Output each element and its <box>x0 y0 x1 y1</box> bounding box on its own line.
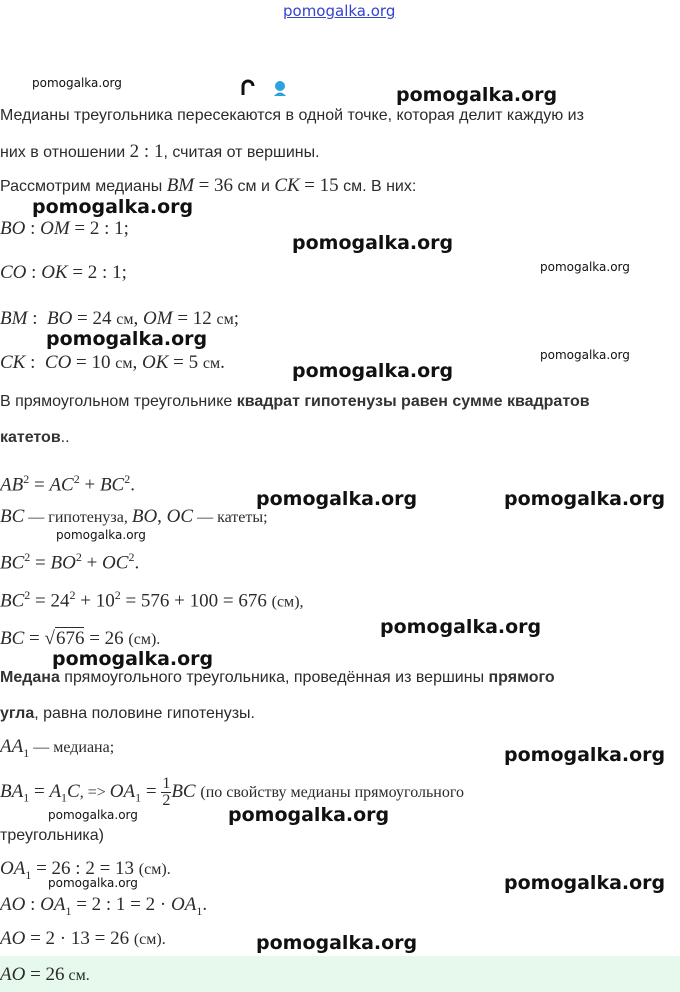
equation-ck-values: CK : CO = 10 см, OK = 5 см. <box>0 352 225 373</box>
equation-bc-squared: $BC^2 = BO^2 + OC^2$. <box>0 550 140 574</box>
equation-hypotenuse-legs: BC — гипотенуза, BO, OC — катеты; <box>0 506 268 527</box>
equation-pythagoras: $AB^2 = AC^2 + BC^2$. <box>0 472 135 496</box>
watermark: pomogalka.org <box>504 744 666 766</box>
watermark: pomogalka.org <box>32 76 122 90</box>
paragraph-medians-intersect: Медианы треугольника пересекаются в одной точке, которая делит каждую из <box>0 107 584 124</box>
equation-oa1-half: $BA_1 = A_1C$, => $OA_1$ = $\frac{1}{2}$ BC (по свойству медианы прямоугольного <box>0 775 464 809</box>
watermark: pomogalka.org <box>504 488 666 510</box>
watermark: pomogalka.org <box>540 348 630 362</box>
watermark: pomogalka.org <box>46 328 208 350</box>
watermark: pomogalka.org <box>292 360 454 382</box>
paragraph-property-cont: треугольника) <box>0 827 104 844</box>
equation-bc-compute: $BC^2 = 24^2 + 10^2 = 576 + 100 = 676$ (см), <box>0 588 304 612</box>
arc-icon <box>240 78 256 96</box>
equation-ao-ratio: AO : $OA_1 = 2$ : $1 = 2 \cdot OA_1$. <box>0 894 208 918</box>
equation-bo-om: BO : OM = 2 : 1; <box>0 218 129 239</box>
paragraph-pythagoras: В прямоугольном треугольнике квадрат гипотенузы равен сумме квадратов <box>0 393 590 410</box>
watermark: pomogalka.org <box>540 260 630 274</box>
equation-bc-result: BC = √676 = 26 (см). <box>0 628 161 649</box>
watermark-link[interactable]: pomogalka.org <box>283 2 396 20</box>
watermark: pomogalka.org <box>256 932 418 954</box>
watermark: pomogalka.org <box>52 648 214 670</box>
watermark: pomogalka.org <box>380 616 542 638</box>
watermark: pomogalka.org <box>48 808 138 822</box>
paragraph-median-right-angle-cont: угла, равна половине гипотенузы. <box>0 705 255 722</box>
equation-co-ok: CO : OK = 2 : 1; <box>0 262 127 283</box>
answer-highlight <box>0 956 680 992</box>
watermark: pomogalka.org <box>56 528 146 542</box>
watermark: pomogalka.org <box>32 196 194 218</box>
equation-bm-values: BM : BO = 24 см, OM = 12 см; <box>0 308 240 329</box>
watermark: pomogalka.org <box>504 872 666 894</box>
equation-median-aa1: $AA_1$ — медиана; <box>0 736 115 760</box>
answer: AO = 26 см. <box>0 964 90 985</box>
paragraph-pythagoras-cont: катетов.. <box>0 429 70 446</box>
paragraph-ratio: них в отношении 2 : 1, считая от вершины. <box>0 141 320 162</box>
watermark: pomogalka.org <box>228 804 390 826</box>
watermark: pomogalka.org <box>48 876 138 890</box>
watermark: pomogalka.org <box>256 488 418 510</box>
equation-ao-compute: AO = 2 · 13 = 26 (см). <box>0 928 166 949</box>
paragraph-consider-medians: Рассмотрим медианы BM = 36 см и CK = 15 см. В них: <box>0 175 417 196</box>
user-icon <box>272 80 288 96</box>
watermark: pomogalka.org <box>396 84 558 106</box>
equation-oa1-value: $OA_1 = 26$ : 2 = 13 (см). <box>0 858 171 882</box>
watermark: pomogalka.org <box>292 232 454 254</box>
paragraph-median-right-angle: Медана прямоугольного треугольника, проведённая из вершины прямого <box>0 669 555 686</box>
